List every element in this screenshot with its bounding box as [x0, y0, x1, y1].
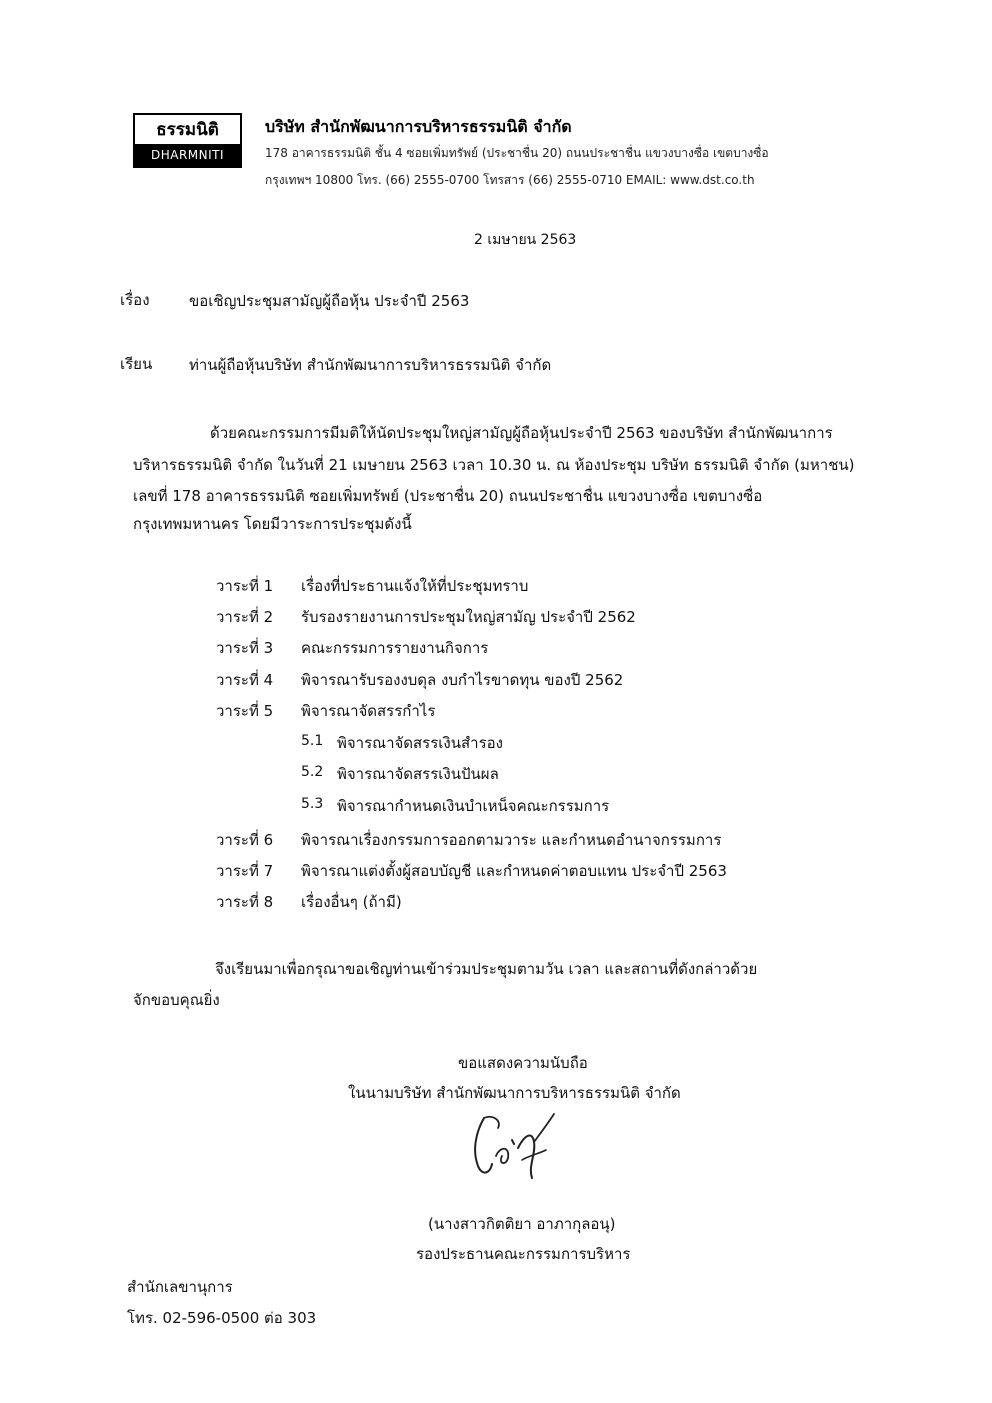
letter-date: 2 เมษายน 2563 — [474, 232, 577, 248]
sub-agenda-text-3: พิจารณากำหนดเงินบำเหน็จคณะกรรมการ — [337, 797, 610, 815]
agenda-label-2: วาระที่ 2 — [216, 608, 274, 626]
agenda-label-4: วาระที่ 4 — [216, 671, 274, 689]
recipient-label: เรียน — [120, 355, 153, 373]
sub-agenda-num-3: 5.3 — [301, 796, 324, 812]
agenda-text-6: พิจารณาเรื่องกรรมการออกตามวาระ และกำหนดอำนาจกรรมการ — [301, 831, 722, 849]
agenda-label-7: วาระที่ 7 — [216, 862, 274, 880]
closing-line-1: จึงเรียนมาเพื่อกรุณาขอเชิญท่านเข้าร่วมประชุมตามวัน เวลา และสถานที่ดังกล่าวด้วย — [215, 960, 758, 978]
agenda-text-8: เรื่องอื่นๆ (ถ้ามี) — [301, 893, 402, 911]
agenda-text-5: พิจารณาจัดสรรกำไร — [301, 702, 436, 720]
company-address-line2: กรุงเทพฯ 10800 โทร. (66) 2555-0700 โทรสาร (66) 2555-0710 EMAIL: www.dst.co.th — [265, 173, 755, 187]
sub-agenda-num-1: 5.1 — [301, 733, 324, 749]
agenda-label-6: วาระที่ 6 — [216, 831, 274, 849]
agenda-text-2: รับรองรายงานการประชุมใหญ่สามัญ ประจำปี 2562 — [301, 608, 636, 626]
body-line-1: ด้วยคณะกรรมการมีมติให้นัดประชุมใหญ่สามัญผู้ถือหุ้นประจำปี 2563 ของบริษัท สำนักพัฒนาการ — [210, 424, 833, 442]
agenda-text-3: คณะกรรมการรายงานกิจการ — [301, 639, 489, 657]
footer-phone: โทร. 02-596-0500 ต่อ 303 — [127, 1309, 317, 1327]
body-line-2: บริหารธรรมนิติ จำกัด ในวันที่ 21 เมษายน 2563 เวลา 10.30 น. ณ ห้องประชุม บริษัท ธรรมนิติ จำกัด (มหาชน) — [133, 456, 855, 474]
logo-english-text: DHARMNITI — [135, 144, 240, 166]
company-name: บริษัท สำนักพัฒนาการบริหารธรรมนิติ จำกัด — [265, 117, 572, 136]
signer-name: (นางสาวกิตติยา อาภากุลอนุ) — [428, 1215, 616, 1233]
agenda-label-5: วาระที่ 5 — [216, 702, 274, 720]
subject-label: เรื่อง — [120, 291, 150, 309]
agenda-text-1: เรื่องที่ประธานแจ้งให้ที่ประชุมทราบ — [301, 577, 529, 595]
footer-office: สำนักเลขานุการ — [127, 1278, 233, 1296]
body-line-3: เลขที่ 178 อาคารธรรมนิติ ซอยเพิ่มทรัพย์ (ประชาชื่น 20) ถนนประชาชื่น แขวงบางซื่อ เขตบางซื่อ — [133, 487, 763, 505]
agenda-label-3: วาระที่ 3 — [216, 639, 274, 657]
sub-agenda-text-2: พิจารณาจัดสรรเงินปันผล — [337, 765, 499, 783]
company-address-line1: 178 อาคารธรรมนิติ ชั้น 4 ซอยเพิ่มทรัพย์ (ประชาชื่น 20) ถนนประชาชื่น แขวงบางซื่อ เขตบางซื่อ — [265, 146, 769, 160]
regards-text: ขอแสดงความนับถือ — [458, 1054, 588, 1072]
closing-line-2: จักขอบคุณยิ่ง — [133, 991, 220, 1009]
logo-thai-text: ธรรมนิติ — [156, 120, 219, 140]
agenda-label-1: วาระที่ 1 — [216, 577, 274, 595]
agenda-label-8: วาระที่ 8 — [216, 893, 274, 911]
company-logo — [133, 113, 242, 168]
agenda-text-4: พิจารณารับรองงบดุล งบกำไรขาดทุน ของปี 2562 — [301, 671, 624, 689]
recipient-text: ท่านผู้ถือหุ้นบริษัท สำนักพัฒนาการบริหารธรรมนิติ จำกัด — [189, 356, 552, 374]
sub-agenda-num-2: 5.2 — [301, 764, 324, 780]
on-behalf-text: ในนามบริษัท สำนักพัฒนาการบริหารธรรมนิติ จำกัด — [348, 1084, 681, 1102]
agenda-text-7: พิจารณาแต่งตั้งผู้สอบบัญชี และกำหนดค่าตอบแทน ประจำปี 2563 — [301, 862, 727, 880]
body-line-4: กรุงเทพมหานคร โดยมีวาระการประชุมดังนี้ — [133, 515, 412, 533]
signer-title: รองประธานคณะกรรมการบริหาร — [416, 1245, 631, 1263]
subject-text: ขอเชิญประชุมสามัญผู้ถือหุ้น ประจำปี 2563 — [189, 292, 470, 310]
handwritten-signature — [462, 1106, 572, 1186]
sub-agenda-text-1: พิจารณาจัดสรรเงินสำรอง — [337, 734, 503, 752]
